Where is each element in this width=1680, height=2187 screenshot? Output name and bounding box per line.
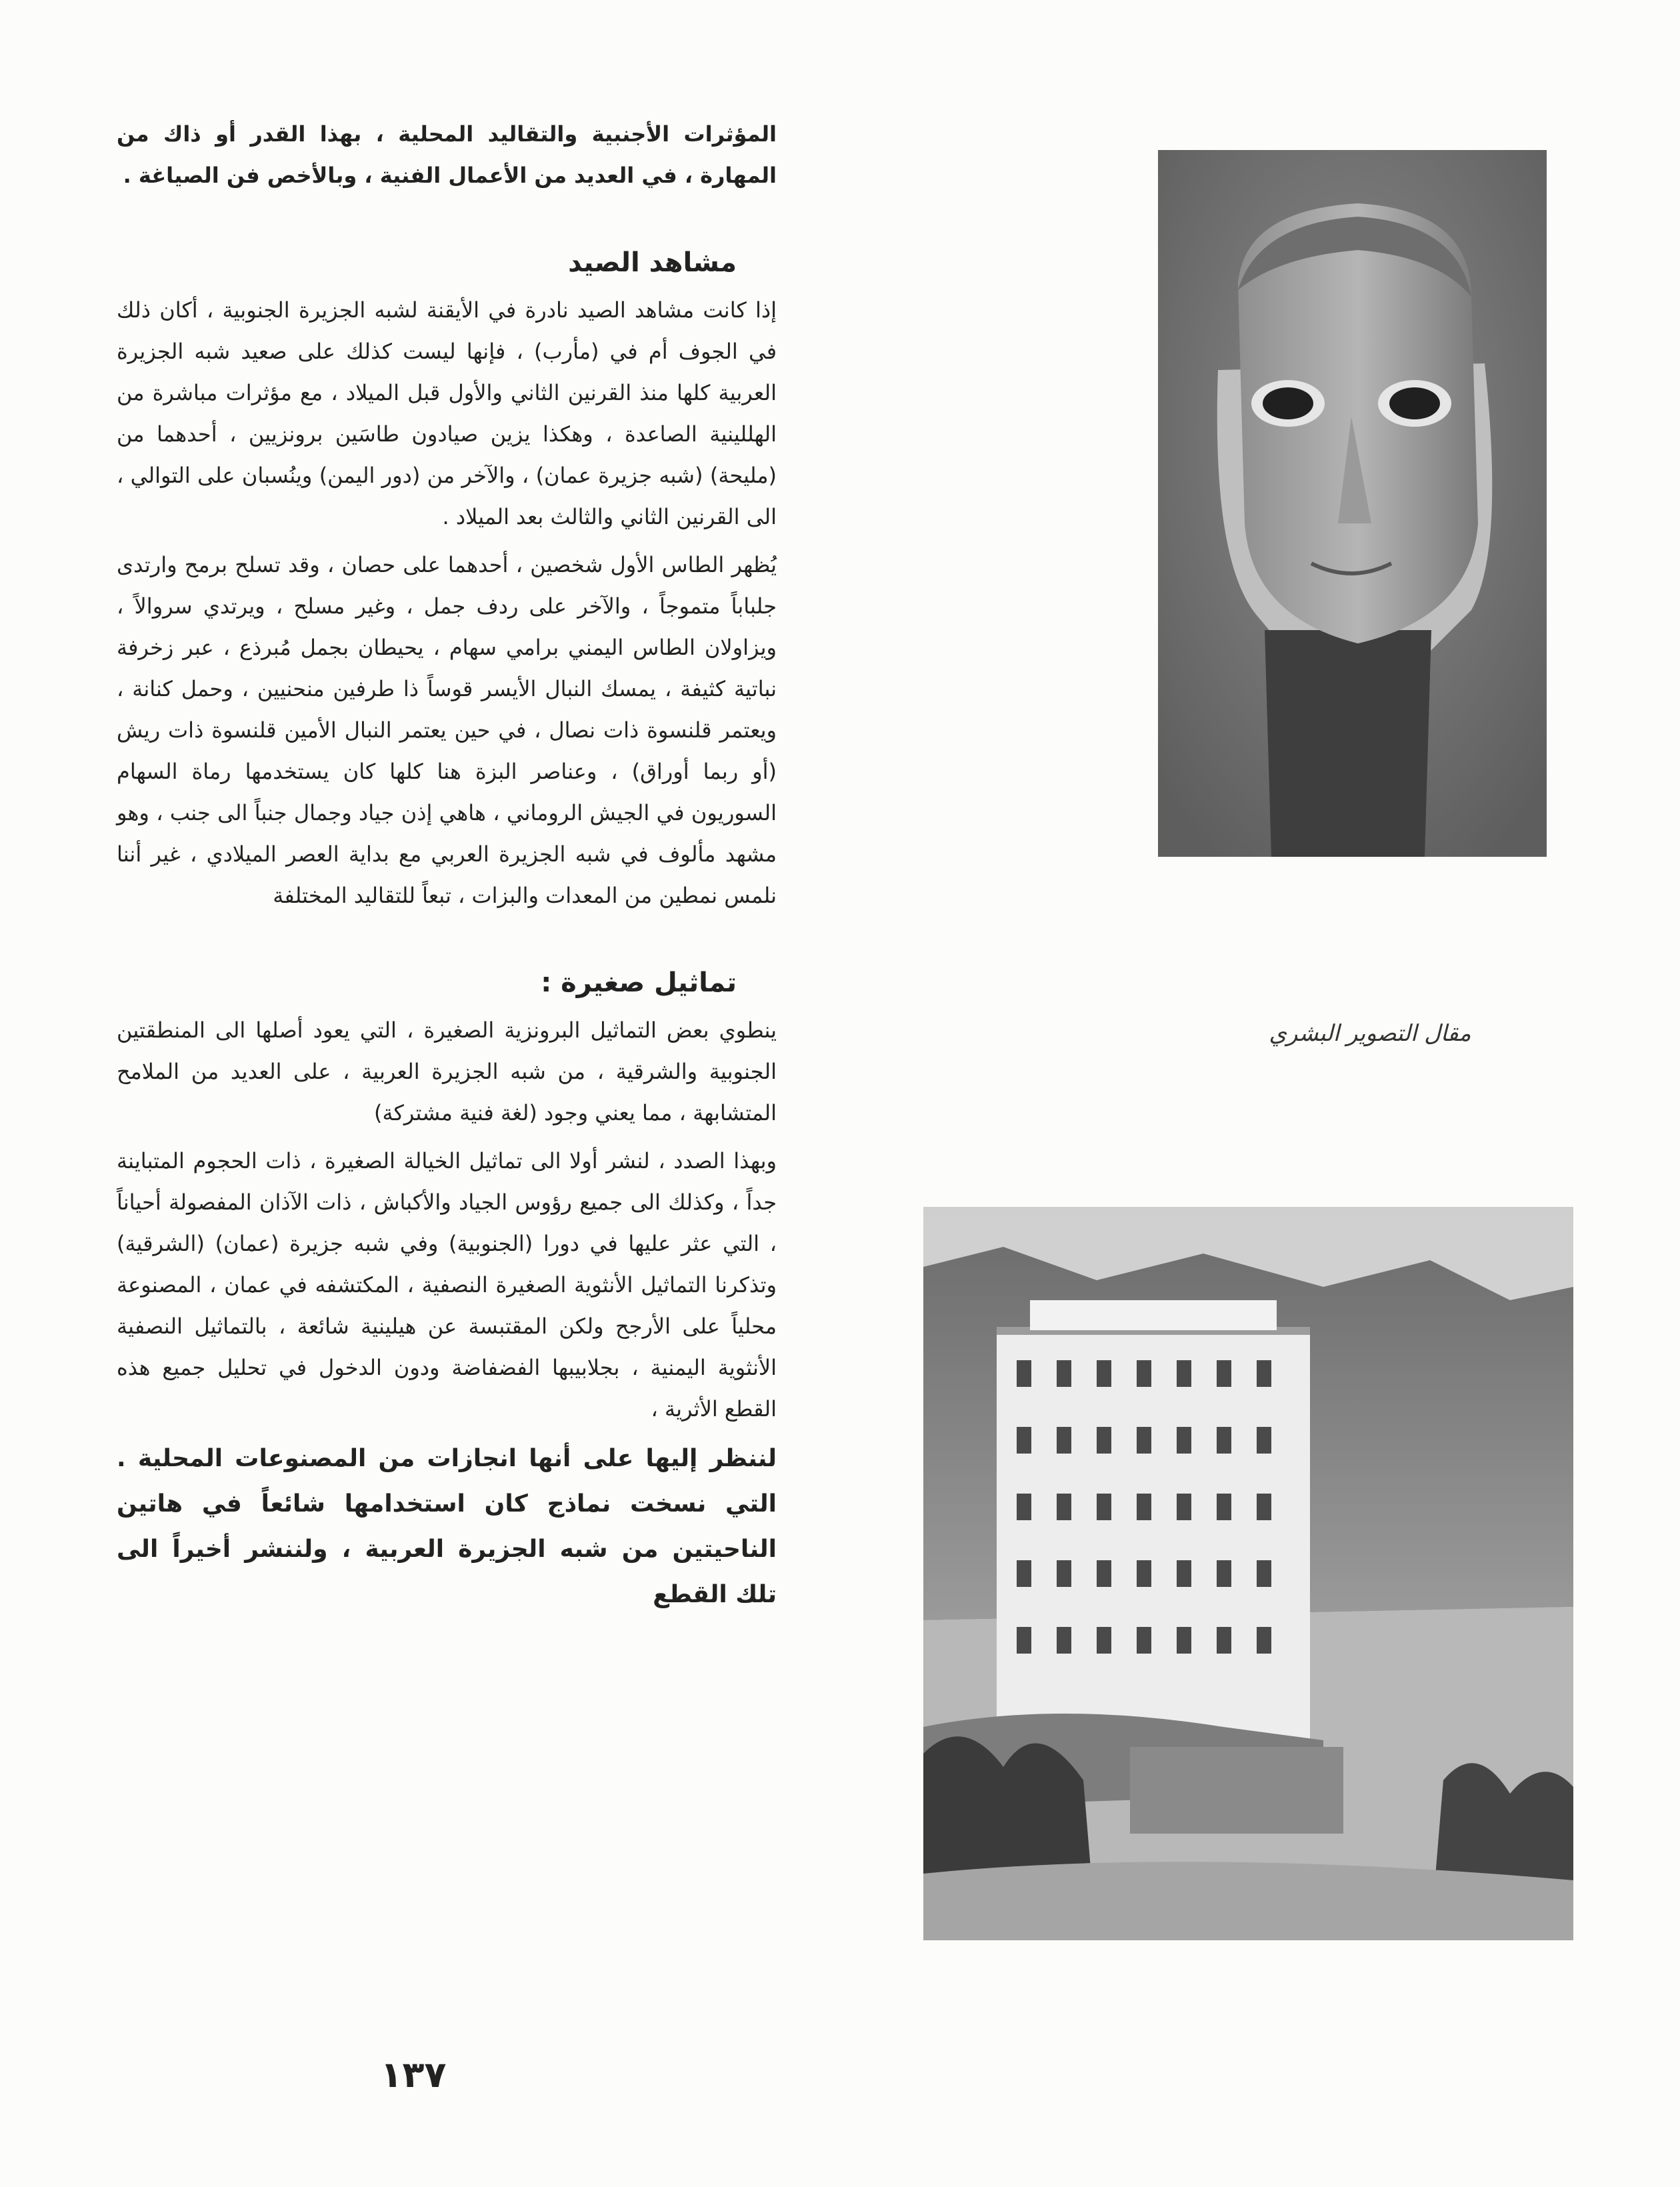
statuettes-paragraph-2: وبهذا الصدد ، لنشر أولا الى تماثيل الخيالة الصغيرة ، ذات الحجوم المتباينة جداً ، وكذلك الى جميع رؤوس الجياد والأكباش ، ذات الآذان المفصولة أحياناً ، التي عثر عليها في دورا (الجنوبية) وفي شبه جزيرة (عمان) (الشرقية) وتذكرنا التماثيل الأنثوية الصغيرة النصفية ، المكتشفه في عمان ، المصنوعة محلياً على الأرجح ولكن المقتبسة عن هيلينية شائعة ، بالتماثيل النصفية الأنثوية اليمنية ، بجلابيبها الفضفاضة ودون الدخول في تحليل جميع هذه القطع الأثرية ، bbox=[117, 1148, 777, 1422]
hunting-section bbox=[117, 243, 777, 916]
hunting-paragraph-2: يُظهر الطاس الأول شخصين ، أحدهما على حصان ، وقد تسلح برمح وارتدى جلباباً متموجاً ، والآخر على ردف جمل ، وغير مسلح ، ويرتدي سروالاً ، ويزاولان الطاس اليمني برامي سهام ، يحيطان بجمل مُبرذع ، عبر زخرفة نباتية كثيفة ، يمسك النبال الأيسر قوساً ذا طرفين منحنيين ، وحمل كنانة ، ويعتمر قلنسوة ذات نصال ، في حين يعتمر النبال الأمين قلنسوة ذات ريش (أو ربما أوراق) ، وعناصر البزة هنا كلها كان يستخدمها رماة السهام السوريون في الجيش الروماني ، هاهي إذن جياد وجمال جنباً الى جنب ، وهو مشهد مألوف في شبه الجزيرة العربي مع بداية العصر الميلادي ، غير أننا نلمس نمطين من المعدات والبزات ، تبعاً للتقاليد المختلفة bbox=[117, 552, 777, 908]
text-column bbox=[117, 113, 777, 1624]
intro-block bbox=[117, 113, 777, 196]
statuettes-heading: تماثيل صغيرة : bbox=[541, 967, 737, 998]
intro-paragraph: المؤثرات الأجنبية والتقاليد المحلية ، بهذا القدر أو ذاك من المهارة ، في العديد من الأعمال الفنية ، وبالأخص فن الصياغة . bbox=[117, 121, 777, 188]
hunting-heading: مشاهد الصيد bbox=[568, 247, 737, 278]
house-photo bbox=[923, 1207, 1573, 1940]
statuettes-emphasis: لننظر إليها على أنها انجازات من المصنوعات المحلية . التي نسخت نماذج كان استخدامها شائعاً في هاتين الناحيتين من شبه الجزيرة العربية ، ولننشر أخيراً الى تلك القطع bbox=[117, 1445, 777, 1608]
page-number: ١٣٧ bbox=[380, 2054, 447, 2096]
statuettes-section bbox=[117, 963, 777, 1618]
statuettes-paragraph-1: ينطوي بعض التماثيل البرونزية الصغيرة ، التي يعود أصلها الى المنطقتين الجنوبية والشرقية ، من شبه الجزيرة العربية ، على العديد من الملامح المتشابهة ، مما يعني وجود (لغة فنية مشتركة) bbox=[117, 1017, 777, 1126]
mask-photo bbox=[1158, 150, 1547, 857]
photo-caption: مقال التصوير البشري bbox=[1269, 1020, 1471, 1047]
hunting-paragraph-1: إذا كانت مشاهد الصيد نادرة في الأيقنة لشبه الجزيرة الجنوبية ، أكان ذلك في الجوف أم في (مأرب) ، فإنها ليست كذلك على صعيد شبه الجزيرة العربية كلها منذ القرنين الثاني والأول قبل الميلاد ، مع مؤثرات مباشرة من الهللينية الصاعدة ، وهكذا يزين صيادون طاسَين برونزيين ، أحدهما من (مليحة) (شبه جزيرة عمان) ، والآخر من (دور اليمن) وينُسبان على التوالي ، الى القرنين الثاني والثالث بعد الميلاد . bbox=[117, 297, 777, 529]
